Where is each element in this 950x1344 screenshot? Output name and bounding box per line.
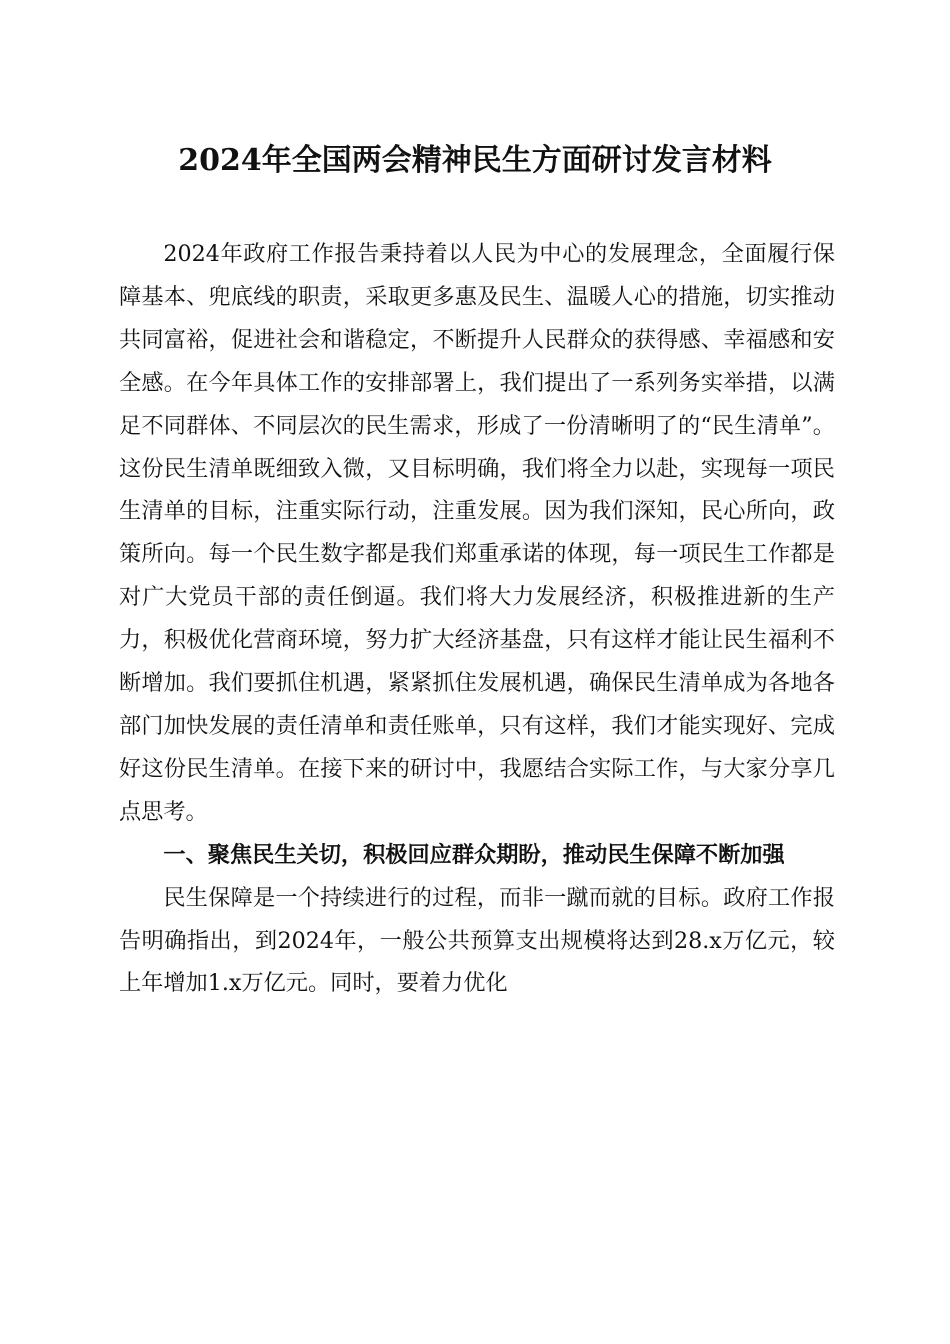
document-title: 2024年全国两会精神民生方面研讨发言材料 [178,143,772,178]
document-body [119,233,835,1005]
intro-paragraph: 2024年政府工作报告秉持着以人民为中心的发展理念，全面履行保障基本、兜底线的职责，采取更多惠及民生、温暖人心的措施，切实推动共同富裕，促进社会和谐稳定，不断提升人民群众的获得感、幸福感和安全感。在今年具体工作的安排部署上，我们提出了一系列务实举措，以满足不同群体、不同层次的民生需求，形成了一份清晰明了的“民生清单”。这份民生清单既细致入微，又目标明确，我们将全力以赴，实现每一项民生清单的目标，注重实际行动，注重发展。因为我们深知，民心所向，政策所向。每一个民生数字都是我们郑重承诺的体现，每一项民生工作都是对广大党员干部的责任倒逼。我们将大力发展经济，积极推进新的生产力，积极优化营商环境，努力扩大经济基盘，只有这样才能让民生福利不断增加。我们要抓住机遇，紧紧抓住发展机遇，确保民生清单成为各地各部门加快发展的责任清单和责任账单，只有这样，我们才能实现好、完成好这份民生清单。在接下来的研讨中，我愿结合实际工作，与大家分享几点思考。 [119,241,835,825]
section-heading-1: 一、聚焦民生关切，积极回应群众期盼，推动民生保障不断加强 [163,841,785,868]
section-1-paragraph: 民生保障是一个持续进行的过程，而非一蹴而就的目标。政府工作报告明确指出，到2024年，一般公共预算支出规模将达到28.x万亿元，较上年增加1.x万亿元。同时，要着力优化 [119,884,835,997]
